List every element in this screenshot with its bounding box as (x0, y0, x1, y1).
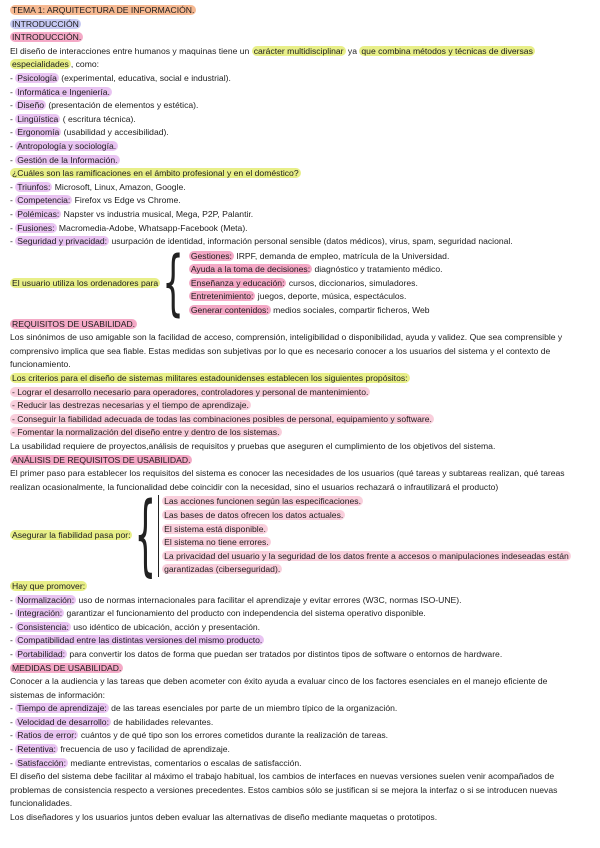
list-item: - Psicología (experimental, educativa, social e industrial). (10, 72, 231, 83)
analysis-paragraph: El primer paso para establecer los requisitos del sistema es conocer las necesidades de los usuarios (qué tareas y subtareas realizan, qué tareas (10, 468, 565, 479)
disciplines-list (10, 72, 590, 167)
measures-list (10, 702, 590, 770)
list-item: - Tiempo de aprendizaje: de las tareas esenciales por parte de un miembro típico de la organización. (10, 703, 398, 714)
list-item: garantizadas (ciberseguridad). (164, 564, 281, 575)
requirements-summary: La usabilidad requiere de proyectos,análisis de requisitos y pruebas que aseguren el cumplimiento de los objetivos del sistema. (10, 441, 496, 451)
uses-label: El usuario utiliza los ordenadores para (12, 277, 159, 288)
list-item: - Reducir las destrezas necesarias y el tiempo de aprendizaje. (12, 400, 249, 411)
list-item: - Normalización: uso de normas internacionales para facilitar el aprendizaje y evitar errores (W3C, normas ISO-UNE). (10, 594, 462, 605)
list-item: El sistema no tiene errores. (164, 537, 269, 548)
measures-paragraph-2: El diseño del sistema debe facilitar al máximo el trabajo habitual, los cambios de interfaces en nuevas versiones suelen venir acompañados de (10, 771, 555, 782)
list-item: - Gestión de la Información. (10, 154, 118, 165)
requirements-paragraph: Los sinónimos de uso amigable son la facilidad de acceso, comprensión, inteligibilidad o disponibilidad, ayuda y validez. Que sea comprensible y (10, 332, 563, 343)
list-item: El sistema está disponible. (164, 523, 266, 534)
brace-icon: { (162, 241, 184, 326)
list-item: - Competencia: Firefox vs Edge vs Chrome. (10, 195, 181, 206)
intro-paragraph-cont: especialidades , como: (12, 59, 100, 70)
requirements-paragraph-cont: comprensivo implica que sea fiable. Estas medidas son subjetivas por lo que es necesario conocer a los usuarios del sistema y el contexto de (10, 345, 551, 356)
measures-heading: MEDIDAS DE USABILIDAD. (12, 662, 122, 673)
list-item: - Ergonomía (usabilidad y accesibilidad). (10, 127, 169, 138)
list-item: Gestiones: IRPF, demanda de empleo, matrícula de la Universidad. (190, 250, 450, 261)
ramifications-question: ¿Cuáles son las ramificaciones en el ámbito profesional y en el doméstico? (12, 168, 299, 179)
measures-paragraph-2-end: funcionalidades. (10, 798, 73, 809)
measures-paragraph-cont: sistemas de información: (10, 689, 106, 700)
list-item: Las acciones funcionen según las especificaciones. (164, 496, 361, 507)
list-item: - Velocidad de desarrollo: de habilidades relevantes. (10, 716, 214, 727)
uses-list (186, 250, 450, 318)
doc-title: TEMA 1: ARQUITECTURA DE INFORMACIÓN. (12, 5, 195, 15)
criteria-intro: Los criterios para el diseño de sistemas militares estadounidenses establecen los siguientes propósitos: (12, 373, 408, 384)
list-item: Las bases de datos ofrecen los datos actuales. (164, 509, 344, 520)
list-item: - Diseño (presentación de elementos y estética). (10, 100, 199, 111)
reliability-list (158, 495, 571, 577)
list-item: - Fusiones: Macromedia-Adobe, Whatsapp-Facebook (Meta). (10, 222, 248, 233)
ramifications-list (10, 181, 590, 249)
brace-icon: { (134, 484, 157, 589)
list-item: - Portabilidad: para convertir los datos de forma que puedan ser tratados por distintos tipos de software o entornos de hardware. (10, 648, 503, 659)
list-item: - Compatibilidad entre las distintas versiones del mismo producto. (10, 635, 263, 646)
measures-paragraph: Conocer a la audiencia y las tareas que deben acometer con éxito ayuda a evaluar cinco de los factores esenciales en el manejo eficiente de (10, 676, 548, 687)
list-item: - Conseguir la fiabilidad adecuada de todas las combinaciones posibles de personal, equipamiento y software. (12, 413, 432, 424)
list-item: - Lograr el desarrollo necesario para operadores, controladores y personal de mantenimiento. (12, 386, 369, 397)
list-item: La privacidad del usuario y la seguridad de los datos frente a accesos o manipulaciones indeseadas están (164, 550, 569, 561)
list-item: Entretenimiento: juegos, deporte, música, espectáculos. (190, 291, 407, 302)
list-item: - Fomentar la normalización del diseño entre y dentro de los sistemas. (12, 427, 280, 438)
promote-list (10, 594, 590, 662)
list-item: - Informática e Ingeniería. (10, 86, 110, 97)
list-item: - Triunfos: Microsoft, Linux, Amazon, Google. (10, 181, 186, 192)
list-item: Ayuda a la toma de decisiones: diagnóstico y tratamiento médico. (190, 264, 443, 275)
list-item: - Satisfacción: mediante entrevistas, comentarios o escalas de satisfacción. (10, 757, 302, 768)
intro-paragraph: El diseño de interacciones entre humanos y maquinas tiene un carácter multidisciplinar ya que combina métodos y técnicas de diversas (10, 45, 533, 56)
intro-tag: INTRODUCCIÓN (12, 18, 79, 29)
requirements-paragraph-end: funcionamiento. (10, 359, 71, 370)
list-item: - Retentiva: frecuencia de uso y facilidad de aprendizaje. (10, 744, 230, 755)
list-item: - Seguridad y privacidad: usurpación de identidad, información personal sensible (datos médicos), virus, spam, seguridad nacional. (10, 236, 513, 247)
analysis-heading: ANÁLISIS DE REQUISITOS DE USABILIDAD. (12, 454, 191, 465)
list-item: - Integración: garantizar el funcionamiento del producto con independencia del sistema operativo disponible. (10, 608, 426, 619)
promote-heading: Hay que promover: (12, 580, 86, 591)
requirements-heading: REQUISITOS DE USABILIDAD. (12, 318, 136, 329)
list-item: - Antropología y sociología. (10, 140, 117, 151)
analysis-paragraph-cont: realizan ocasionalmente, la funcionalidad debe coincidir con la necesidad, sino el usuarios rechazará o infrautilizará el producto) (10, 481, 499, 492)
measures-paragraph-2-cont: problemas de consistencia respecto a versiones precedentes. Estos cambios sólo se justifican si se mejora la interfaz o si se introducen nuevas (10, 784, 558, 795)
list-item: Generar contenidos: medios sociales, compartir ficheros, Web (190, 305, 430, 316)
list-item: - Consistencia: uso idéntico de ubicación, acción y presentación. (10, 621, 261, 632)
reliability-label: Asegurar la fiabilidad pasa por: (12, 530, 131, 541)
list-item: - Lingüística ( escritura técnica). (10, 113, 136, 124)
measures-paragraph-3: Los diseñadores y los usuarios juntos deben evaluar las alternativas de diseño mediante maquetas o prototipos. (10, 812, 438, 823)
list-item: - Ratios de error: cuántos y de qué tipo son los errores cometidos durante la realización de tareas. (10, 730, 389, 741)
list-item: - Polémicas: Napster vs industria musical, Mega, P2P, Palantir. (10, 208, 254, 219)
intro-heading: INTRODUCCIÓN. (12, 32, 82, 43)
list-item: Enseñanza y educación: cursos, diccionarios, simuladores. (190, 277, 418, 288)
criteria-list (10, 386, 590, 440)
